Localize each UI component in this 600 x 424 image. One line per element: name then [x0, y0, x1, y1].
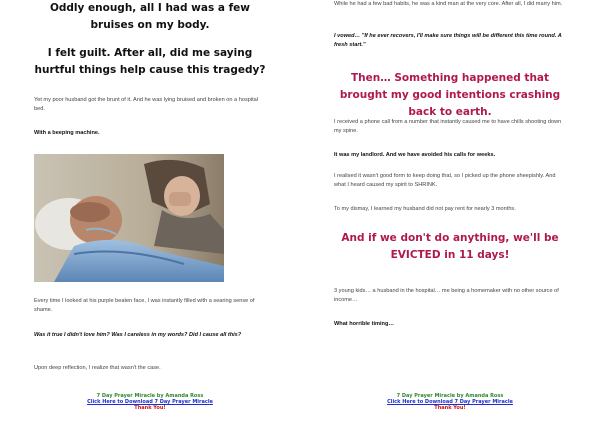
left-paragraph-machine: With a beeping machine.	[34, 130, 100, 136]
right-paragraph-landlord: It was my landlord. And we have avoided his calls for weeks.	[334, 152, 496, 158]
left-paragraph-shame: Every time I looked at his purple beaten face, I was instantly filled with a searing sense of shame.	[34, 298, 255, 313]
right-heading-something-happened: Then… Something happened that brought my good intentions crashing back to earth.	[339, 72, 561, 118]
left-footer-thanks: Thank You!	[134, 405, 166, 411]
right-paragraph-shrink: I realised it wasn't good form to keep doing that, so I picked up the phone sheepishly. And what I heard caused my spirit to SHRINK.	[334, 173, 556, 188]
left-heading-guilt: I felt guilt. After all, did me saying hurtful things help cause this tragedy?	[34, 47, 266, 76]
right-paragraph-vow: I vowed… "If he ever recovers, I'll make sure things will be different this time round. A fresh start."	[334, 33, 562, 48]
right-footer-title: 7 Day Prayer Miracle by Amanda Ross	[396, 393, 504, 399]
left-footer-download-link[interactable]: Click Here to Download 7 Day Prayer Miracle	[87, 399, 213, 405]
right-paragraph-kind-man: While he had a few bad habits, he was a kind man at the very core. After all, I did marry him.	[334, 1, 563, 7]
left-paragraph-reflection: Upon deep reflection, I realize that wasn't the case.	[34, 365, 161, 371]
hospital-photo-image	[34, 154, 224, 282]
right-paragraph-rent: To my dismay, I learned my husband did not pay rent for nearly 3 months.	[334, 206, 516, 212]
left-heading-bruises: Oddly enough, all I had was a few bruises on my body.	[49, 2, 251, 31]
right-footer-thanks: Thank You!	[434, 405, 466, 411]
left-paragraph-husband: Yet my poor husband got the brunt of it. And he was lying bruised and broken on a hospital bed.	[34, 97, 259, 112]
right-footer	[300, 393, 600, 411]
right-paragraph-kids: 3 young kids… a husband in the hospital… me being a homemaker with no other source of income…	[334, 288, 559, 303]
right-heading-evicted: And if we don't do anything, we'll be EVICTED in 11 days!	[341, 232, 559, 261]
right-paragraph-timing: What horrible timing…	[334, 321, 394, 327]
left-footer-title: 7 Day Prayer Miracle by Amanda Ross	[96, 393, 204, 399]
right-page	[300, 0, 600, 424]
left-footer	[0, 393, 300, 411]
hospital-photo	[34, 154, 224, 282]
left-paragraph-questions: Was it true I didn't love him? Was I careless in my words? Did I cause all this?	[34, 332, 242, 338]
right-paragraph-phone-call: I received a phone call from a number that instantly caused me to have chills shooting down my spine.	[334, 119, 562, 134]
right-footer-download-link[interactable]: Click Here to Download 7 Day Prayer Miracle	[387, 399, 513, 405]
